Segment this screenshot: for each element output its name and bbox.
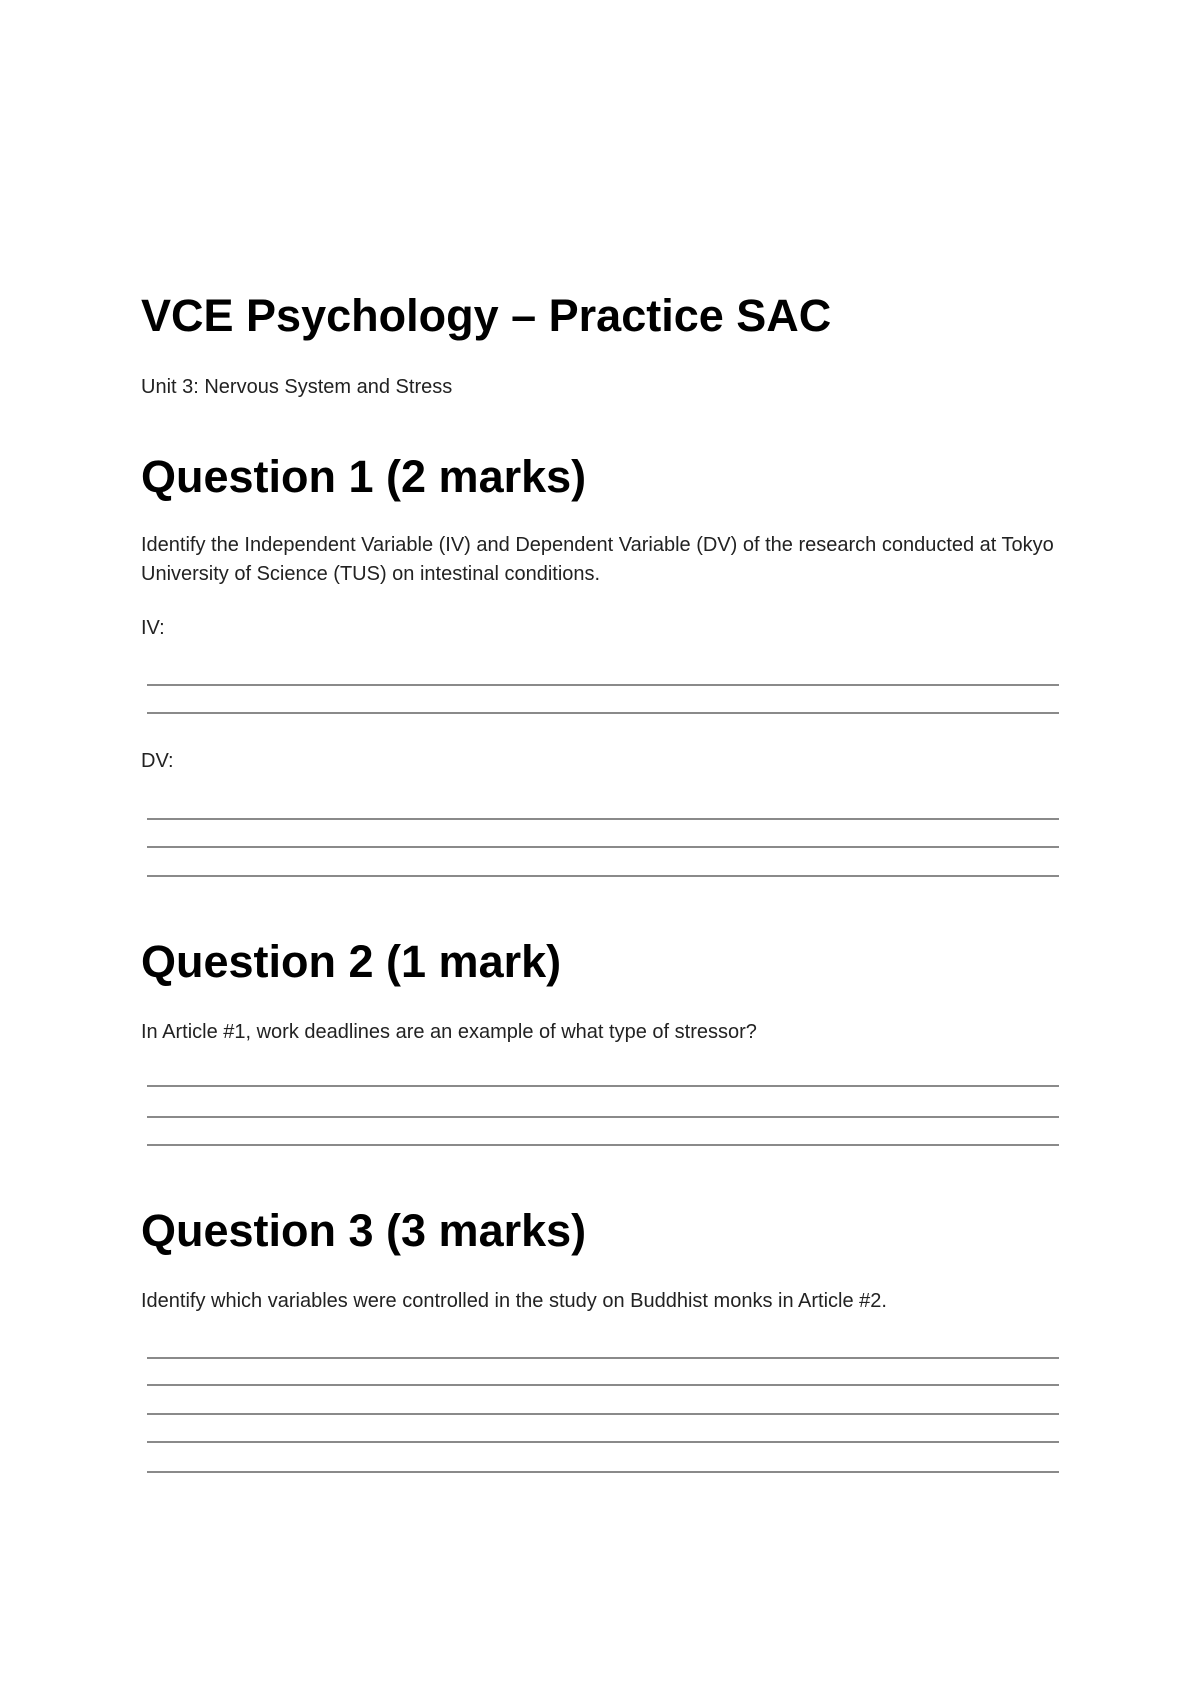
- question-2-heading: Question 2 (1 mark): [141, 936, 562, 987]
- iv-label: IV:: [141, 617, 165, 639]
- page-title: VCE Psychology – Practice SAC: [141, 290, 832, 341]
- dv-label: DV:: [141, 750, 174, 772]
- q3-answer-line-3[interactable]: [147, 1413, 1059, 1415]
- iv-answer-line-2[interactable]: [147, 712, 1059, 714]
- q3-answer-line-1[interactable]: [147, 1357, 1059, 1359]
- page-subtitle: Unit 3: Nervous System and Stress: [141, 376, 453, 398]
- q3-answer-line-5[interactable]: [147, 1471, 1059, 1473]
- question-2-text: In Article #1, work deadlines are an example of what type of stressor?: [141, 1021, 757, 1043]
- question-1-text: Identify the Independent Variable (IV) and Dependent Variable (DV) of the research conducted at Tokyo University of Science (TUS) on intestinal conditions.: [141, 534, 1054, 585]
- dv-answer-line-1[interactable]: [147, 818, 1059, 820]
- q3-answer-line-4[interactable]: [147, 1441, 1059, 1443]
- q2-answer-line-1[interactable]: [147, 1085, 1059, 1087]
- q2-answer-line-2[interactable]: [147, 1116, 1059, 1118]
- q2-answer-line-3[interactable]: [147, 1144, 1059, 1146]
- dv-answer-line-2[interactable]: [147, 846, 1059, 848]
- dv-answer-line-3[interactable]: [147, 875, 1059, 877]
- iv-answer-line-1[interactable]: [147, 684, 1059, 686]
- question-3-text: Identify which variables were controlled in the study on Buddhist monks in Article #2.: [141, 1290, 887, 1312]
- question-1-heading: Question 1 (2 marks): [141, 451, 587, 502]
- question-3-heading: Question 3 (3 marks): [141, 1205, 587, 1256]
- q3-answer-line-2[interactable]: [147, 1384, 1059, 1386]
